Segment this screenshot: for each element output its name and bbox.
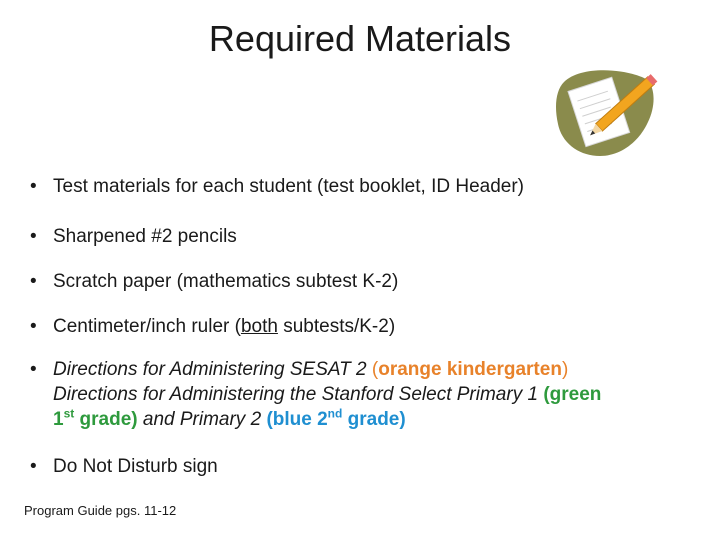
directions-primary2: and Primary 2: [137, 409, 267, 430]
paper-and-pencil-clipart: [552, 64, 658, 160]
list-item-do-not-disturb: [28, 454, 218, 479]
list-item-directions: [28, 357, 601, 432]
ruler-text-end: subtests/K-2): [277, 316, 396, 337]
bullet-icon: •: [30, 316, 37, 337]
orange-kindergarten: orange kindergarten: [378, 359, 562, 380]
ruler-emphasis: both: [240, 316, 278, 337]
green-num: 1: [53, 409, 64, 430]
list-item-text: Test materials for each student (test booklet, ID Header): [53, 176, 524, 197]
list-item-text: Do Not Disturb sign: [53, 456, 218, 477]
bullet-icon: •: [30, 226, 37, 247]
list-item-test-materials: [28, 174, 524, 199]
footer-reference: Program Guide pgs. 11-12: [24, 503, 177, 518]
bullet-icon: •: [30, 176, 37, 197]
list-item-ruler: [28, 314, 395, 339]
orange-paren-open: (: [371, 359, 379, 380]
bullet-icon: •: [30, 359, 37, 380]
blue-rest: grade): [342, 409, 406, 430]
list-item-text: [53, 316, 395, 337]
green-rest: grade): [74, 409, 138, 430]
blue-open: (blue 2: [266, 409, 328, 430]
list-item-text: Scratch paper (mathematics subtest K-2): [53, 271, 399, 292]
list-item-text: [53, 359, 601, 430]
ruler-text-start: Centimeter/inch ruler (: [53, 316, 241, 337]
directions-stanford: Directions for Administering the Stanford Select Primary 1: [53, 384, 544, 405]
green-sup: st: [63, 406, 75, 421]
bullet-icon: •: [30, 271, 37, 292]
green-open: (green: [543, 384, 602, 405]
orange-paren-close: ): [561, 359, 569, 380]
list-item-text: Sharpened #2 pencils: [53, 226, 237, 247]
list-item-scratch-paper: [28, 269, 398, 294]
slide-title: Required Materials: [208, 18, 512, 59]
bullet-icon: •: [30, 456, 37, 477]
list-item-pencils: [28, 224, 237, 249]
blue-sup: nd: [327, 406, 343, 421]
directions-sesat: Directions for Administering SESAT 2: [53, 359, 372, 380]
